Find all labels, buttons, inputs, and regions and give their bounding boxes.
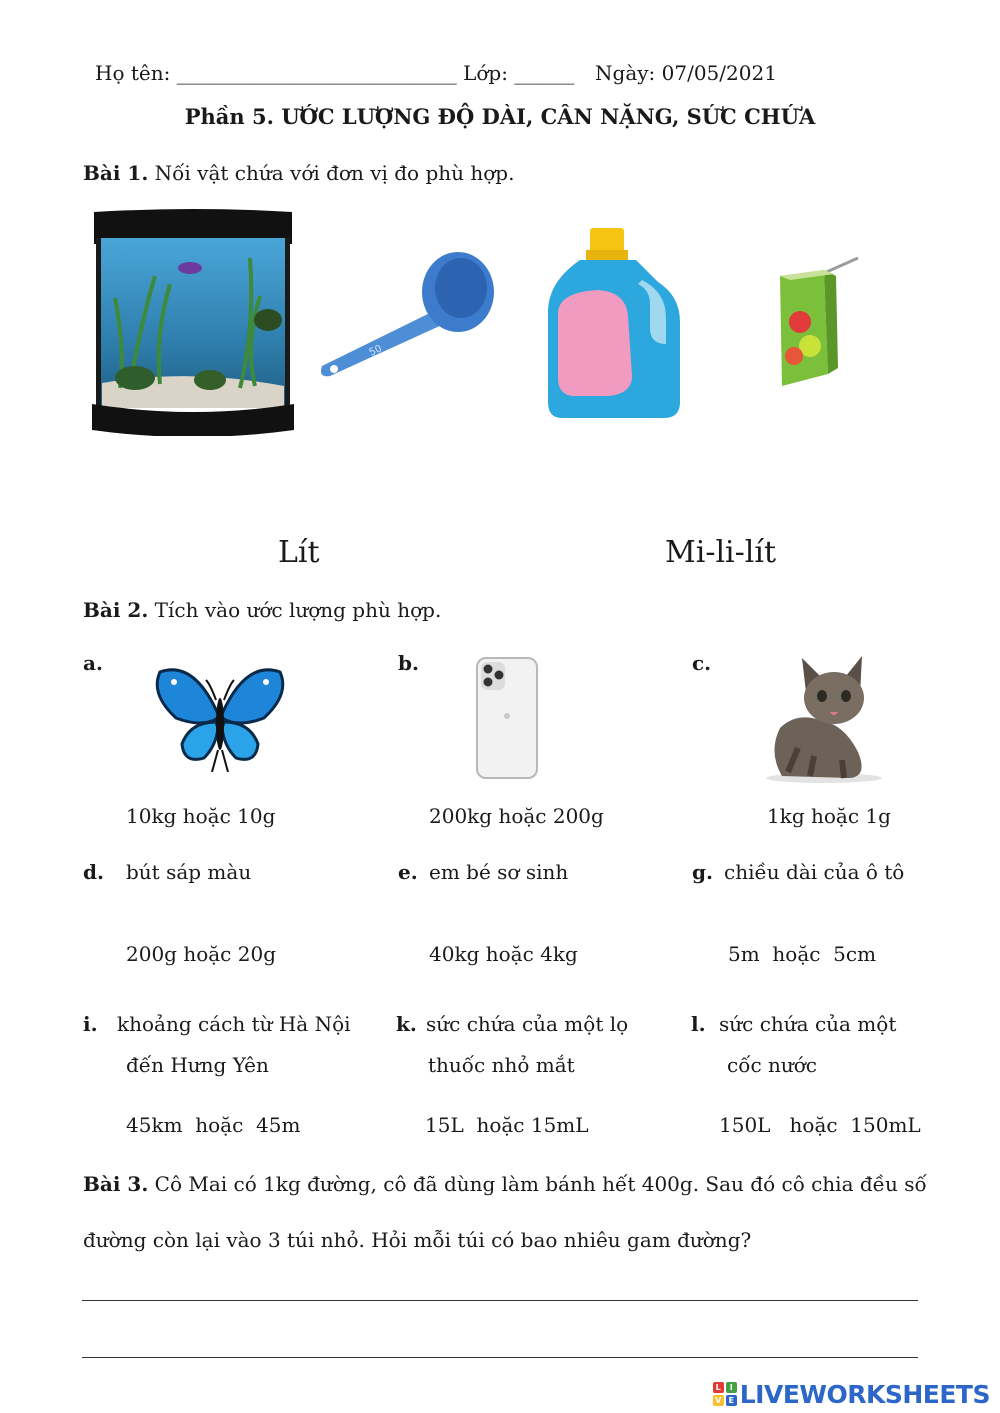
kitten-image	[762, 652, 886, 784]
name-label: Họ tên:	[95, 61, 171, 85]
name-blank[interactable]: ____________________________	[176, 61, 457, 85]
date-label: Ngày:	[595, 61, 656, 85]
item-k-letter: k.	[396, 1012, 417, 1036]
item-i-text-line2: đến Hưng Yên	[126, 1053, 269, 1077]
bai3-line1	[83, 1172, 927, 1196]
bai3-label: Bài 3.	[83, 1172, 149, 1196]
logo-blocks-icon: L I V E	[713, 1382, 737, 1406]
item-i-text-line1: khoảng cách từ Hà Nội	[117, 1012, 351, 1036]
bai1-instruction: Nối vật chứa với đơn vị đo phù hợp.	[154, 161, 515, 185]
bai3-text-line1: Cô Mai có 1kg đường, cô đã dùng làm bánh hết 400g. Sau đó cô chia đều số	[154, 1172, 927, 1196]
item-b-letter: b.	[398, 651, 419, 675]
liveworksheets-logo	[713, 1379, 990, 1409]
svg-text:50: 50	[367, 343, 384, 359]
item-a-letter: a.	[83, 651, 103, 675]
item-e-text: em bé sơ sinh	[429, 860, 569, 884]
item-a-options[interactable]: 10kg hoặc 10g	[126, 804, 276, 828]
item-g-letter: g.	[692, 860, 713, 884]
bai2-label: Bài 2.	[83, 598, 149, 622]
juice-box-image	[774, 256, 864, 390]
logo-text: LIVEWORKSHEETS	[739, 1379, 990, 1409]
item-k-text-line2: thuốc nhỏ mắt	[428, 1053, 575, 1077]
item-b-options[interactable]: 200kg hoặc 200g	[429, 804, 604, 828]
header-row	[95, 61, 777, 85]
bai1-heading	[83, 161, 514, 185]
item-l-text-line1: sức chứa của một	[719, 1012, 897, 1036]
aquarium-image	[90, 208, 296, 436]
item-l-options[interactable]: 150L hoặc 150mL	[719, 1113, 921, 1137]
unit-mililit[interactable]: Mi-li-lít	[665, 535, 777, 570]
class-blank[interactable]: ______	[514, 61, 575, 85]
bai2-heading	[83, 598, 441, 622]
answer-line-1[interactable]	[82, 1300, 918, 1301]
item-d-text: bút sáp màu	[126, 860, 252, 884]
item-d-options[interactable]: 200g hoặc 20g	[126, 942, 276, 966]
class-label: Lớp:	[463, 61, 508, 85]
item-e-letter: e.	[398, 860, 418, 884]
item-c-options[interactable]: 1kg hoặc 1g	[767, 804, 891, 828]
item-l-text-line2: cốc nước	[727, 1053, 817, 1077]
item-k-text-line1: sức chứa của một lọ	[426, 1012, 629, 1036]
smartphone-image	[475, 656, 539, 780]
unit-lit[interactable]: Lít	[278, 535, 320, 570]
date-value: 07/05/2021	[661, 61, 777, 85]
answer-line-2[interactable]	[82, 1357, 918, 1358]
detergent-bottle-image	[546, 226, 682, 422]
item-c-letter: c.	[692, 651, 712, 675]
bai2-instruction: Tích vào ước lượng phù hợp.	[154, 598, 442, 622]
item-g-options[interactable]: 5m hoặc 5cm	[728, 942, 877, 966]
measuring-spoon-image	[316, 248, 496, 380]
item-l-letter: l.	[691, 1012, 706, 1036]
item-e-options[interactable]: 40kg hoặc 4kg	[429, 942, 578, 966]
bai3-text-line2: đường còn lại vào 3 túi nhỏ. Hỏi mỗi túi có bao nhiêu gam đường?	[83, 1228, 752, 1252]
item-i-letter: i.	[83, 1012, 98, 1036]
bai1-label: Bài 1.	[83, 161, 149, 185]
item-i-options[interactable]: 45km hoặc 45m	[126, 1113, 301, 1137]
item-d-letter: d.	[83, 860, 104, 884]
item-k-options[interactable]: 15L hoặc 15mL	[425, 1113, 589, 1137]
item-g-text: chiều dài của ô tô	[724, 860, 905, 884]
page-title: Phần 5. ƯỚC LƯỢNG ĐỘ DÀI, CÂN NẶNG, SỨC CHỨA	[184, 104, 816, 129]
butterfly-image	[154, 666, 286, 776]
